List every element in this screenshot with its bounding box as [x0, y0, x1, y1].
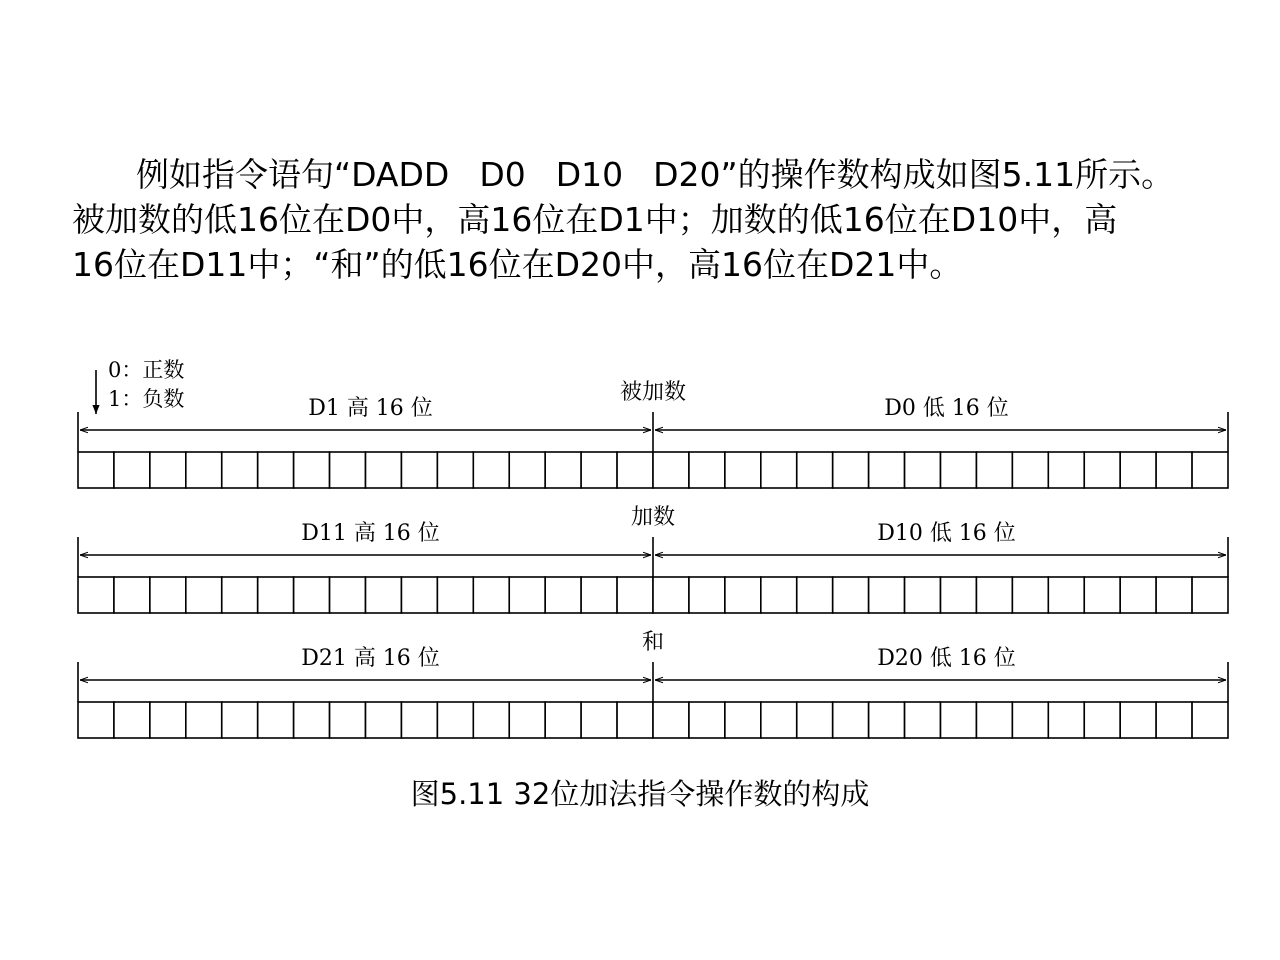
- bit-cell: [114, 702, 150, 738]
- bit-cell: [222, 702, 258, 738]
- bit-cell: [761, 452, 797, 488]
- bit-cell: [509, 702, 545, 738]
- bit-cell: [617, 577, 653, 613]
- bit-cell: [653, 452, 689, 488]
- bit-cell: [222, 577, 258, 613]
- bit-cell: [186, 702, 222, 738]
- paragraph-line-2: 被加数的低16位在D0中，高16位在D1中；加数的低16位在D10中，高: [72, 200, 1118, 239]
- bit-cell: [1012, 577, 1048, 613]
- bit-cell: [1012, 452, 1048, 488]
- bit-cell: [1084, 577, 1120, 613]
- bit-cell: [869, 452, 905, 488]
- bit-cell: [1156, 702, 1192, 738]
- bit-cell: [294, 452, 330, 488]
- register-title: 加数: [630, 505, 676, 530]
- bit-cell: [1156, 577, 1192, 613]
- register-title: 和: [641, 630, 665, 655]
- bit-cell: [473, 702, 509, 738]
- bit-cell: [976, 702, 1012, 738]
- bit-cell: [78, 702, 114, 738]
- bit-cell: [797, 702, 833, 738]
- bit-cell: [1048, 702, 1084, 738]
- bit-cell: [330, 452, 366, 488]
- bit-cell: [941, 452, 977, 488]
- bit-cell: [1192, 452, 1228, 488]
- bit-cell: [509, 577, 545, 613]
- bit-cell: [761, 702, 797, 738]
- bit-cell: [186, 452, 222, 488]
- bit-cell: [1084, 452, 1120, 488]
- bit-cell: [330, 577, 366, 613]
- bit-cell: [905, 452, 941, 488]
- bit-cell: [653, 702, 689, 738]
- bit-cell: [905, 577, 941, 613]
- high-word-label: D1 高 16 位: [308, 396, 433, 421]
- bit-cell: [797, 577, 833, 613]
- bit-cell: [869, 702, 905, 738]
- register-groups: [78, 380, 1228, 738]
- bit-cell: [1048, 577, 1084, 613]
- bit-cell: [1192, 702, 1228, 738]
- bit-cell: [114, 452, 150, 488]
- bit-cell: [869, 577, 905, 613]
- bit-cell: [833, 702, 869, 738]
- bit-cell: [150, 577, 186, 613]
- bit-cell: [725, 577, 761, 613]
- bit-cell: [581, 577, 617, 613]
- bit-cell: [78, 452, 114, 488]
- bit-cell: [473, 452, 509, 488]
- register-group-2: [78, 630, 1228, 738]
- bit-cell: [725, 452, 761, 488]
- bit-cell: [1048, 452, 1084, 488]
- bit-cell: [833, 452, 869, 488]
- bit-cell: [1120, 452, 1156, 488]
- low-word-label: D0 低 16 位: [884, 396, 1009, 421]
- register-group-1: [78, 505, 1228, 613]
- bit-cell: [114, 577, 150, 613]
- register-group-0: [78, 380, 1228, 488]
- bit-cell: [653, 577, 689, 613]
- sign-positive-label: 0：正数: [108, 358, 185, 382]
- sign-bit-legend: [96, 358, 184, 414]
- bit-cell: [401, 702, 437, 738]
- bit-cell: [437, 702, 473, 738]
- bit-cell: [186, 577, 222, 613]
- bit-cell: [258, 702, 294, 738]
- bit-cell: [366, 577, 402, 613]
- bit-cell: [294, 702, 330, 738]
- bit-cell: [976, 452, 1012, 488]
- bit-cell: [1012, 702, 1048, 738]
- sign-negative-label: 1：负数: [108, 387, 185, 411]
- low-word-label: D20 低 16 位: [877, 646, 1016, 671]
- paragraph-line-3: 16位在D11中；“和”的低16位在D20中，高16位在D21中。: [72, 245, 963, 284]
- bit-cell: [330, 702, 366, 738]
- bit-cell: [1084, 702, 1120, 738]
- bit-cell: [401, 452, 437, 488]
- description-paragraph: [72, 152, 1232, 287]
- bit-cell: [833, 577, 869, 613]
- bit-cell: [689, 702, 725, 738]
- bit-cell: [1156, 452, 1192, 488]
- bit-cell: [617, 452, 653, 488]
- bit-cell: [366, 452, 402, 488]
- bit-cell: [437, 452, 473, 488]
- bit-cell: [689, 577, 725, 613]
- bit-cell: [150, 702, 186, 738]
- bit-cell: [941, 702, 977, 738]
- low-word-label: D10 低 16 位: [877, 521, 1016, 546]
- high-word-label: D11 高 16 位: [301, 521, 440, 546]
- bit-cell: [1120, 702, 1156, 738]
- bit-cell: [725, 702, 761, 738]
- bit-cell: [761, 577, 797, 613]
- bit-cell: [1192, 577, 1228, 613]
- bit-cell: [222, 452, 258, 488]
- bit-cell: [545, 452, 581, 488]
- bit-cell: [258, 452, 294, 488]
- bit-cell: [473, 577, 509, 613]
- bit-cell: [581, 702, 617, 738]
- bit-cell: [366, 702, 402, 738]
- register-title: 被加数: [619, 380, 687, 405]
- bit-cell: [976, 577, 1012, 613]
- bit-cell: [78, 577, 114, 613]
- bit-cell: [545, 577, 581, 613]
- paragraph-line-1: 例如指令语句“DADD D0 D10 D20”的操作数构成如图5.11所示。: [136, 155, 1175, 194]
- bit-cell: [150, 452, 186, 488]
- bit-cell: [401, 577, 437, 613]
- bit-cell: [545, 702, 581, 738]
- figure-caption: 图5.11 32位加法指令操作数的构成: [410, 777, 870, 811]
- bit-cell: [258, 577, 294, 613]
- bit-cell: [437, 577, 473, 613]
- bit-cell: [941, 577, 977, 613]
- operand-diagram: [0, 340, 1280, 760]
- bit-cell: [294, 577, 330, 613]
- bit-cell: [581, 452, 617, 488]
- bit-cell: [689, 452, 725, 488]
- bit-cell: [509, 452, 545, 488]
- high-word-label: D21 高 16 位: [301, 646, 440, 671]
- bit-cell: [797, 452, 833, 488]
- bit-cell: [1120, 577, 1156, 613]
- bit-cell: [617, 702, 653, 738]
- bit-cell: [905, 702, 941, 738]
